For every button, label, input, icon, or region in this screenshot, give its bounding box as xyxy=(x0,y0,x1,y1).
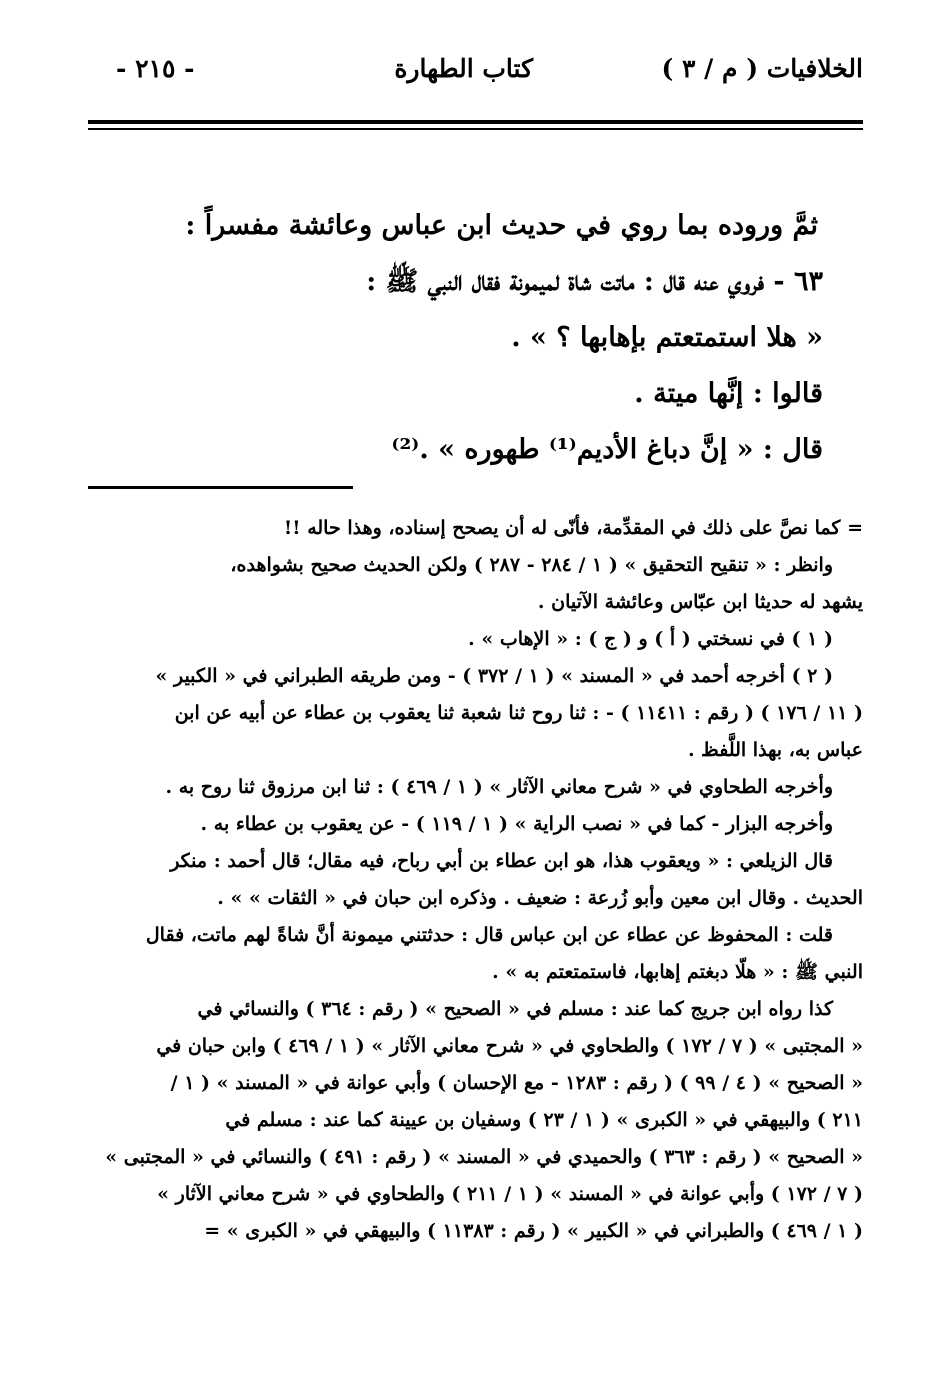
footnote-line: النبي ﷺ : « هلّا دبغتم إهابها، فاستمتعتم به » . xyxy=(492,961,863,983)
footnote-line: ( ١١ / ١٧٦ ) ( رقم : ١١٤١١ ) - : ثنا روح ثنا شعبة ثنا يعقوب بن عطاء عن أبيه عن ابن xyxy=(174,702,863,724)
footnote-line: ( ٧ / ١٧٢ ) وأبي عوانة في « المسند » ( ١ / ٢١١ ) والطحاوي في « شرح معاني الآثار » xyxy=(157,1183,863,1205)
main-line: ثمَّ وروده بما روي في حديث ابن عباس وعائشة مفسراً : xyxy=(185,210,818,241)
footnote-line: عباس به، بهذا اللَّفظ . xyxy=(687,739,863,761)
footnote-line: = كما نصَّ على ذلك في المقدِّمة، فأنّى له أن يصحح إسناده، وهذا حاله !! xyxy=(283,517,863,539)
footnote-line: ٢١١ ) والبيهقي في « الكبرى » ( ١ / ٢٣ ) وسفيان بن عيينة كما عند : مسلم في xyxy=(225,1109,863,1131)
footnote-line: ( ٢ ) أخرجه أحمد في « المسند » ( ١ / ٣٧٢ ) - ومن طريقه الطبراني في « الكبير » xyxy=(155,665,833,687)
book-page xyxy=(88,48,863,1348)
footnote-line: ( ١ / ٤٦٩ ) والطبراني في « الكبير » ( رقم : ١١٣٨٣ ) والبيهقي في « الكبرى » = xyxy=(204,1220,863,1242)
footnote-line: « الصحيح » ( ٤ / ٩٩ ) ( رقم : ١٢٨٣ - مع الإحسان ) وأبي عوانة في « المسند » ( ١ / xyxy=(170,1072,863,1094)
page-header xyxy=(88,48,863,94)
footnote-line: وأخرجه الطحاوي في « شرح معاني الآثار » ( ١ / ٤٦٩ ) : ثنا ابن مرزوق ثنا روح به . xyxy=(165,776,833,798)
footnote-line: وأخرجه البزار - كما في « نصب الراية » ( ١ / ١١٩ ) - عن يعقوب بن عطاء به . xyxy=(200,813,833,835)
main-line: « هلا استمتعتم بإهابها ؟ » . xyxy=(511,322,823,353)
footnote-line: قال الزيلعي : « ويعقوب هذا، هو ابن عطاء بن أبي رباح، فيه مقال؛ قال أحمد : منكر xyxy=(170,850,833,872)
footnote-line: « الصحيح » ( رقم : ٣٦٣ ) والحميدي في « المسند » ( رقم : ٤٩١ ) والنسائي في « المجتبى » xyxy=(105,1146,863,1168)
footnote-line: يشهد له حديثا ابن عبّاس وعائشة الآتيان . xyxy=(537,591,863,613)
chapter-title: كتاب الطهارة xyxy=(394,54,533,83)
book-title: الخلافيات ( م / ٣ ) xyxy=(661,54,863,83)
header-rule-thin xyxy=(88,128,863,130)
main-text xyxy=(88,198,863,478)
footnote-separator xyxy=(88,486,353,489)
footnote-line: الحديث . وقال ابن معين وأبو زُرعة : ضعيف . وذكره ابن حبان في « الثقات » » . xyxy=(217,887,863,909)
footnote-line: كذا رواه ابن جريج كما عند : مسلم في « الصحيح » ( رقم : ٣٦٤ ) والنسائي في xyxy=(197,998,833,1020)
main-line: قالوا : إنَّها ميتة . xyxy=(634,378,823,409)
footnote-line: قلت : المحفوظ عن عطاء عن ابن عباس قال : حدثتني ميمونة أنَّ شاةً لهم ماتت، فقال xyxy=(145,924,833,946)
footnote-line: « المجتبى » ( ٧ / ١٧٢ ) والطحاوي في « شرح معاني الآثار » ( ١ / ٤٦٩ ) وابن حبان في xyxy=(156,1035,863,1057)
page-number: - ٢١٥ - xyxy=(116,54,195,83)
footnote-line: ( ١ ) في نسختي ( أ ) و ( ج ) : « الإهاب » . xyxy=(468,628,833,650)
main-line: قال : « إنَّ دباغ الأديم⁽¹⁾ طهوره » .⁽²⁾ xyxy=(391,434,823,465)
header-rule-thick xyxy=(88,120,863,124)
main-line: ٦٣ - فروي عنه قال : ماتت شاة لميمونة فقال النبي ﷺ : xyxy=(366,266,823,297)
footnote-line: وانظر : « تنقيح التحقيق » ( ١ / ٢٨٤ - ٢٨٧ ) ولكن الحديث صحيح بشواهده، xyxy=(230,554,833,576)
footnotes xyxy=(88,510,863,1250)
